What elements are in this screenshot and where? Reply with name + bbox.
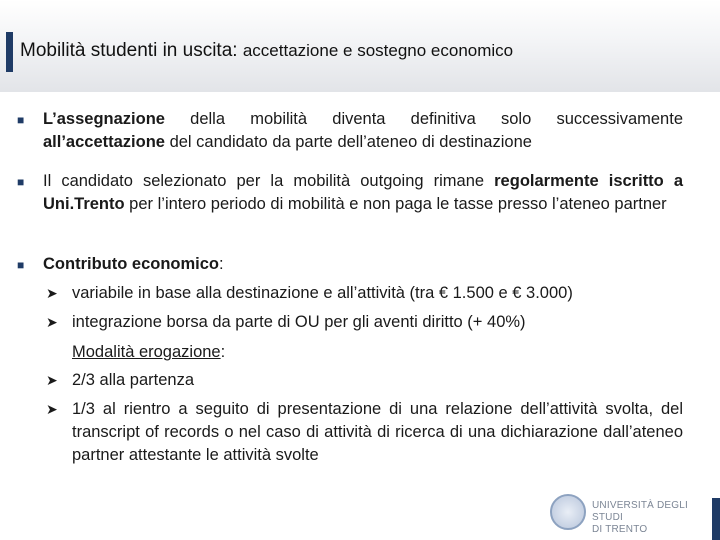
title-lead: Mobilità studenti in uscita: — [20, 40, 238, 61]
corner-accent-bar — [712, 498, 720, 540]
payment-heading — [72, 341, 683, 364]
sub-item-integrazione — [46, 311, 683, 334]
square-bullet-icon: ■ — [17, 113, 25, 127]
bullet-1-text-1: della mobilità diventa definitiva solo successivamente — [164, 110, 683, 128]
university-logo — [550, 494, 710, 534]
bullet-2-bold-1: regolarmente iscritto a Uni.Trento — [43, 172, 684, 213]
bullet-1-bold-1: L’assegnazione — [43, 110, 165, 128]
logo-text — [592, 500, 710, 536]
arrow-bullet-icon: ➤ — [46, 372, 58, 388]
bullet-assegnazione — [17, 108, 683, 154]
square-bullet-icon: ■ — [17, 175, 25, 189]
bullet-1-text-2: del candidato da parte dell’ateneo di destinazione — [164, 133, 532, 151]
university-seal-icon — [550, 494, 586, 530]
bullet-3-bold-1: Contributo economico — [43, 255, 219, 273]
logo-line-2: DI TRENTO — [592, 524, 648, 535]
title-rest: accettazione e sostegno economico — [242, 41, 514, 60]
arrow-bullet-icon: ➤ — [46, 285, 58, 301]
sub-item-variabile — [46, 282, 683, 305]
payment-heading-colon: : — [220, 343, 226, 361]
slide-title — [20, 39, 715, 63]
bullet-2-text-1: Il candidato selezionato per la mobilità outgoing rimane — [43, 172, 495, 190]
header-accent-bar — [6, 32, 13, 72]
arrow-bullet-icon: ➤ — [46, 401, 58, 417]
bullet-contributo — [17, 253, 683, 276]
square-bullet-icon: ■ — [17, 258, 25, 272]
sub-item-text: variabile in base alla destinazione e all’attività (tra € 1.500 e € 3.000) — [72, 284, 573, 302]
sub-item-text: 2/3 alla partenza — [72, 371, 195, 389]
bullet-3-text-1: : — [219, 255, 224, 273]
sub-item-text: integrazione borsa da parte di OU per gli aventi diritto (+ 40%) — [72, 313, 526, 331]
bullet-2-text-2: per l’intero periodo di mobilità e non paga le tasse presso l’ateneo partner — [124, 195, 667, 213]
arrow-bullet-icon: ➤ — [46, 314, 58, 330]
payment-heading-text: Modalità erogazione — [72, 343, 221, 361]
logo-line-1: UNIVERSITÀ DEGLI STUDI — [592, 500, 688, 523]
bullet-iscrizione — [17, 170, 684, 216]
sub-item-partenza — [46, 369, 683, 392]
slide-header — [0, 0, 720, 92]
bullet-1-bold-2: all’accettazione — [43, 133, 165, 151]
sub-item-text: 1/3 al rientro a seguito di presentazione di una relazione dell’attività svolta, del transcript of records o nel caso di attività di ricerca di una dichiarazione dall’ateneo partner attestante le attività svolte — [72, 400, 683, 464]
sub-item-rientro — [46, 398, 683, 467]
